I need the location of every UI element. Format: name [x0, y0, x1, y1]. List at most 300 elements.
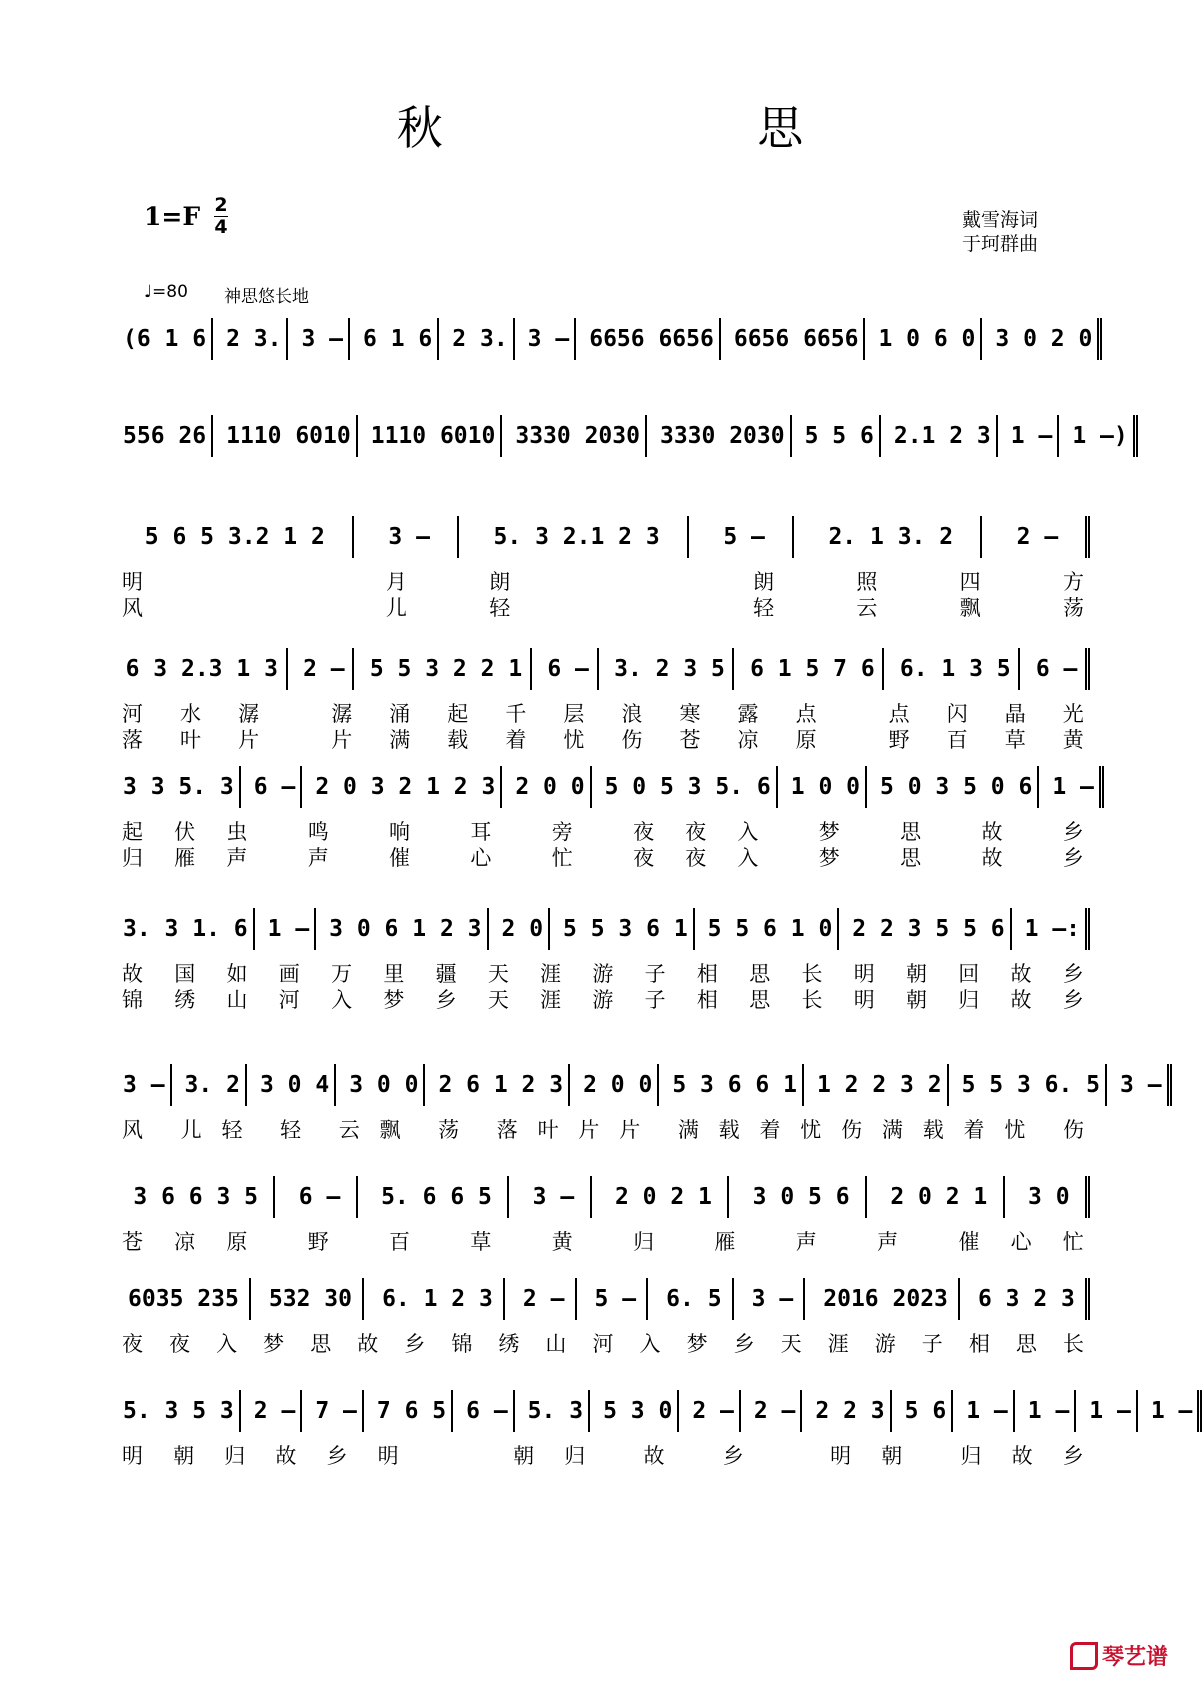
measure	[1020, 908, 1090, 950]
note-group: 3 3 5. 3	[123, 774, 234, 800]
lyric-syllable: 草	[470, 1230, 494, 1254]
lyric-syllable: 叶	[537, 1118, 561, 1142]
lyric-syllable: 层	[563, 702, 587, 726]
measure	[118, 766, 241, 808]
lyric-syllable: 长	[801, 988, 825, 1012]
note-group: 6 –	[1035, 656, 1078, 682]
measure	[358, 318, 439, 360]
lyric-syllable: 伏	[174, 820, 198, 844]
measure	[372, 1390, 453, 1432]
lyric-syllable: 百	[389, 1230, 413, 1254]
measure	[1084, 1390, 1138, 1432]
note-group: 1110 6010	[370, 423, 496, 449]
lyric-syllable: 起	[122, 820, 145, 844]
measure	[461, 1390, 515, 1432]
note-group: 2 –	[522, 1286, 565, 1312]
measure	[786, 766, 867, 808]
lyric-syllable: 月	[385, 570, 409, 594]
note-group: 3 –	[751, 1286, 794, 1312]
lyric-syllable: 轻	[221, 1118, 245, 1142]
note-group: 2.1 2 3	[893, 423, 991, 449]
note-group: 2. 1 3. 2	[828, 524, 954, 550]
lyric-syllable: 朗	[753, 570, 777, 594]
measure	[607, 648, 735, 690]
score-system	[118, 415, 1128, 467]
brand-mark-icon	[1070, 1642, 1098, 1670]
measure	[249, 766, 303, 808]
measure	[324, 908, 488, 950]
lyric-syllable: 明	[830, 1444, 854, 1468]
lyric-line	[118, 1114, 1090, 1144]
lyric-syllable: 荡	[1062, 596, 1086, 620]
note-group: 1 –	[1027, 1398, 1070, 1424]
note-group: 3 0 5 6	[752, 1184, 850, 1210]
lyric-syllable: 故	[643, 1444, 667, 1468]
lyric-syllable: 闪	[946, 702, 970, 726]
measure	[118, 516, 354, 558]
lyric-syllable: 山	[545, 1332, 569, 1356]
note-group: 5 5 3 6. 5	[961, 1072, 1101, 1098]
measure	[310, 1390, 364, 1432]
note-group: 5 5 3 2 2 1	[369, 656, 523, 682]
lyric-syllable: 落	[122, 728, 145, 752]
lyric-syllable: 山	[226, 988, 250, 1012]
lyric-syllable: 轻	[280, 1118, 304, 1142]
lyric-syllable: 声	[307, 846, 331, 870]
score-system	[118, 766, 1094, 874]
lyric-syllable: 夜	[169, 1332, 193, 1356]
lyric-syllable: 载	[447, 728, 471, 752]
measure	[584, 318, 721, 360]
lyric-syllable: 游	[592, 988, 616, 1012]
lyric-syllable: 故	[357, 1332, 381, 1356]
lyricist: 戴雪海词	[962, 209, 1039, 231]
measure	[540, 648, 599, 690]
measure	[1067, 415, 1137, 457]
lyric-syllable: 凉	[737, 728, 761, 752]
note-group: 6. 1 2 3	[382, 1286, 493, 1312]
measure	[513, 1278, 577, 1320]
lyric-syllable: 满	[677, 1118, 701, 1142]
lyric-syllable: 思	[749, 962, 773, 986]
lyric-syllable: 故	[981, 820, 1005, 844]
lyric-syllable: 夜	[633, 820, 657, 844]
note-group: 3 0 2 0	[995, 326, 1093, 352]
lyric-syllable: 朝	[905, 988, 929, 1012]
lyric-line	[118, 1328, 1090, 1358]
measure	[296, 318, 350, 360]
lyric-syllable: 归	[122, 846, 145, 870]
note-group: 6 1 6	[363, 326, 433, 352]
notation-line	[118, 415, 1128, 457]
lyric-syllable: 夜	[122, 1332, 145, 1356]
lyric-syllable: 乡	[722, 1444, 746, 1468]
notation-line	[118, 318, 1093, 360]
measure	[892, 648, 1020, 690]
lyric-syllable: 天	[487, 988, 511, 1012]
lyric-syllable: 旁	[551, 820, 575, 844]
lyric-syllable: 故	[1010, 962, 1034, 986]
note-group: 2 0 0	[583, 1072, 653, 1098]
lyric-syllable: 草	[1004, 728, 1028, 752]
lyric-syllable: 原	[226, 1230, 250, 1254]
lyric-syllable: 片	[238, 728, 262, 752]
measure	[497, 908, 551, 950]
lyric-syllable: 朗	[489, 570, 513, 594]
lyric-syllable: 轻	[753, 596, 777, 620]
lyric-syllable: 原	[795, 728, 819, 752]
measure	[1013, 1176, 1090, 1218]
measure	[259, 1278, 364, 1320]
note-group: 1 –)	[1072, 423, 1128, 449]
score-system	[118, 648, 1090, 756]
lyric-syllable: 子	[644, 988, 668, 1012]
note-group: 3 –	[301, 326, 344, 352]
lyric-syllable: 伤	[621, 728, 645, 752]
lyric-line	[118, 724, 1090, 754]
score-system	[118, 1064, 1162, 1144]
lyric-syllable: 入	[737, 820, 761, 844]
measure	[800, 415, 881, 457]
note-group: 6035 235	[128, 1286, 239, 1312]
lyric-syllable: 载	[718, 1118, 742, 1142]
measure	[255, 1064, 336, 1106]
measure	[742, 648, 884, 690]
note-group: 3 0 4	[259, 1072, 330, 1098]
note-group: 2 –	[303, 656, 345, 682]
note-group: 3 –	[532, 1184, 575, 1210]
note-group: 2 0 0	[515, 774, 585, 800]
measure	[1006, 415, 1060, 457]
score-system	[118, 318, 1093, 370]
measure	[875, 1176, 1005, 1218]
lyric-syllable: 绣	[174, 988, 198, 1012]
lyric-line	[118, 592, 1090, 622]
lyric-syllable: 忧	[563, 728, 587, 752]
measure	[968, 1278, 1090, 1320]
score-system	[118, 908, 1090, 1016]
lyric-syllable: 片	[619, 1118, 643, 1142]
lyric-syllable: 思	[749, 988, 773, 1012]
lyric-syllable: 入	[331, 988, 355, 1012]
lyric-syllable: 耳	[470, 820, 494, 844]
measure	[598, 1390, 679, 1432]
lyric-syllable: 思	[1015, 1332, 1039, 1356]
lyric-syllable: 落	[496, 1118, 520, 1142]
lyric-syllable: 思	[900, 846, 924, 870]
measure	[447, 318, 514, 360]
lyric-syllable: 梦	[263, 1332, 287, 1356]
lyric-syllable: 方	[1062, 570, 1086, 594]
measure	[517, 1176, 591, 1218]
measure	[578, 1064, 659, 1106]
lyric-syllable: 凉	[174, 1230, 198, 1254]
lyric-syllable: 片	[578, 1118, 602, 1142]
lyric-syllable: 轻	[489, 596, 513, 620]
measure	[180, 1064, 247, 1106]
lyric-syllable: 故	[1010, 988, 1034, 1012]
lyric-syllable: 故	[122, 962, 145, 986]
measure	[697, 516, 794, 558]
note-group: 3 –	[123, 1072, 165, 1098]
time-signature-bottom: 4	[214, 216, 228, 238]
lyric-syllable: 响	[389, 820, 413, 844]
lyric-syllable: 叶	[180, 728, 204, 752]
measure	[847, 908, 1011, 950]
measure	[749, 1390, 803, 1432]
note-group: 532 30	[268, 1286, 352, 1312]
note-group: 2 0 2 1	[614, 1184, 712, 1210]
lyric-syllable: 千	[505, 702, 529, 726]
note-group: 1 2 2 3 2	[816, 1072, 942, 1098]
measure	[656, 1278, 733, 1320]
note-group: (6 1 6	[123, 326, 207, 352]
notation-line	[118, 516, 1090, 558]
lyric-syllable: 雁	[174, 846, 198, 870]
note-group: 5 3 0	[603, 1398, 673, 1424]
note-group: 1 –	[966, 1398, 1008, 1424]
lyric-syllable: 野	[888, 728, 912, 752]
lyric-syllable: 伤	[1062, 1118, 1086, 1142]
lyric-syllable: 相	[968, 1332, 992, 1356]
key-signature: 1=F	[144, 202, 201, 231]
lyric-syllable: 如	[226, 962, 250, 986]
note-group: 3 –	[527, 326, 570, 352]
note-group: 2016 2023	[823, 1286, 948, 1312]
time-signature-top: 2	[214, 194, 228, 216]
lyric-syllable: 寒	[679, 702, 703, 726]
lyric-syllable: 朝	[173, 1444, 197, 1468]
lyric-syllable: 子	[644, 962, 668, 986]
tempo-marking: ♩=80	[144, 282, 188, 302]
lyric-syllable: 乡	[1062, 820, 1086, 844]
note-group: 2 2 3 5 5 6	[852, 916, 1005, 942]
lyric-syllable: 苍	[679, 728, 703, 752]
lyric-syllable: 载	[922, 1118, 946, 1142]
note-group: 1 –	[1052, 774, 1094, 800]
note-group: 3. 3 1. 6	[123, 916, 248, 942]
measure	[737, 1176, 867, 1218]
note-group: 2 0 2 1	[890, 1184, 988, 1210]
lyric-syllable: 锦	[122, 988, 145, 1012]
note-group: 6 1 5 7 6	[750, 656, 875, 682]
notation-line	[118, 1278, 1090, 1320]
notation-line	[118, 1064, 1162, 1106]
lyric-syllable: 乡	[404, 1332, 428, 1356]
brand-logo	[1070, 1640, 1168, 1671]
note-group: 556 26	[123, 423, 207, 449]
score-system	[118, 1176, 1090, 1256]
credits	[962, 208, 1038, 256]
lyric-syllable: 相	[696, 962, 720, 986]
lyric-syllable: 浪	[621, 702, 645, 726]
note-group: 6 3 2 3	[977, 1286, 1075, 1312]
note-group: 6656 6656	[733, 326, 859, 352]
score-system	[118, 516, 1090, 624]
note-group: 3 –	[388, 524, 430, 550]
lyric-syllable: 点	[888, 702, 912, 726]
notation-line	[118, 908, 1090, 950]
lyric-syllable: 梦	[818, 846, 842, 870]
measure	[667, 1064, 804, 1106]
lyric-syllable: 明	[377, 1444, 401, 1468]
note-group: 1 –	[1150, 1398, 1193, 1424]
lyric-syllable: 乡	[1062, 962, 1086, 986]
note-group: 2 0	[501, 916, 544, 942]
note-group: 3330 2030	[515, 423, 640, 449]
lyric-line	[118, 1440, 1090, 1470]
notation-line	[118, 648, 1090, 690]
measure	[873, 318, 982, 360]
lyric-syllable: 归	[958, 988, 982, 1012]
note-group: 5 3 6 6 1	[672, 1072, 797, 1098]
lyric-syllable: 风	[122, 596, 145, 620]
note-group: 6656 6656	[589, 326, 714, 352]
note-group: 3330 2030	[659, 423, 785, 449]
lyric-syllable: 朝	[881, 1444, 905, 1468]
measure	[729, 318, 866, 360]
lyric-syllable: 儿	[385, 596, 409, 620]
lyric-syllable: 明	[853, 962, 877, 986]
measure	[118, 1064, 172, 1106]
lyric-syllable: 入	[639, 1332, 663, 1356]
lyric-syllable: 涯	[540, 988, 564, 1012]
lyric-syllable: 水	[180, 702, 204, 726]
measure	[523, 318, 577, 360]
note-group: 3 –	[1120, 1072, 1162, 1098]
measure	[118, 1176, 275, 1218]
lyric-syllable: 国	[174, 962, 198, 986]
lyric-syllable: 长	[1062, 1332, 1086, 1356]
lyric-syllable: 晶	[1004, 702, 1028, 726]
lyric-line	[118, 984, 1090, 1014]
note-group: 3 6 6 3 5	[133, 1184, 258, 1210]
note-group: 6. 5	[666, 1286, 722, 1312]
note-group: 2 3.	[226, 326, 282, 352]
lyric-syllable: 着	[963, 1118, 987, 1142]
lyric-syllable: 露	[737, 702, 761, 726]
lyric-syllable: 虫	[226, 820, 250, 844]
lyric-syllable: 声	[226, 846, 250, 870]
measure	[433, 1064, 570, 1106]
note-group: 6 –	[547, 656, 589, 682]
note-group: 2 3.	[452, 326, 508, 352]
note-group: 5 –	[594, 1286, 637, 1312]
lyric-syllable: 忙	[1062, 1230, 1086, 1254]
lyric-syllable: 游	[874, 1332, 898, 1356]
lyric-syllable: 涯	[540, 962, 564, 986]
lyric-syllable: 催	[958, 1230, 982, 1254]
lyric-syllable: 乡	[1062, 1444, 1086, 1468]
measure	[812, 1064, 949, 1106]
lyric-syllable: 云	[338, 1118, 362, 1142]
note-group: 5 6 5 3.2 1 2	[144, 524, 325, 550]
lyric-syllable: 绣	[498, 1332, 522, 1356]
lyric-syllable: 雁	[714, 1230, 738, 1254]
note-group: 1 –	[1010, 423, 1053, 449]
measure	[1115, 1064, 1172, 1106]
lyric-syllable: 儿	[180, 1118, 204, 1142]
lyric-syllable: 故	[275, 1444, 299, 1468]
lyric-syllable: 锦	[451, 1332, 475, 1356]
lyric-syllable: 天	[487, 962, 511, 986]
measure	[585, 1278, 649, 1320]
measure	[118, 1390, 241, 1432]
score-system	[118, 1390, 1193, 1470]
lyric-syllable: 起	[447, 702, 471, 726]
lyric-syllable: 飘	[959, 596, 983, 620]
lyric-syllable: 飘	[379, 1118, 403, 1142]
measure	[687, 1390, 741, 1432]
measure	[249, 1390, 303, 1432]
lyric-syllable: 梦	[686, 1332, 710, 1356]
note-group: 2 –	[692, 1398, 734, 1424]
lyric-syllable: 心	[1010, 1230, 1034, 1254]
note-group: 5. 3	[527, 1398, 584, 1424]
note-group: 6 3 2.3 1 3	[125, 656, 278, 682]
lyric-syllable: 梦	[383, 988, 407, 1012]
measure	[875, 766, 1039, 808]
lyric-syllable: 声	[877, 1230, 901, 1254]
lyric-syllable: 故	[981, 846, 1005, 870]
measure	[283, 1176, 357, 1218]
measure	[118, 648, 288, 690]
note-group: 1110 6010	[226, 423, 351, 449]
note-group: 2 –	[1016, 524, 1059, 550]
measure	[296, 648, 355, 690]
lyric-syllable: 思	[900, 820, 924, 844]
measure	[263, 908, 317, 950]
lyric-syllable: 相	[696, 988, 720, 1012]
note-group: 2 –	[253, 1398, 296, 1424]
lyric-syllable: 催	[389, 846, 413, 870]
note-group: 5 5 6	[804, 423, 874, 449]
note-group: 1 –	[1089, 1398, 1131, 1424]
lyric-syllable: 乡	[733, 1332, 757, 1356]
measure	[221, 415, 358, 457]
lyric-syllable: 黄	[551, 1230, 575, 1254]
lyric-line	[118, 1226, 1090, 1256]
lyric-syllable: 明	[853, 988, 877, 1012]
lyric-syllable: 归	[224, 1444, 248, 1468]
page-title: 秋 思	[396, 101, 954, 155]
lyric-syllable: 乡	[1062, 988, 1086, 1012]
note-group: 6. 1 3 5	[899, 656, 1011, 682]
lyric-syllable: 河	[278, 988, 302, 1012]
composer: 于珂群曲	[962, 233, 1039, 255]
lyric-syllable: 画	[278, 962, 302, 986]
lyric-syllable: 河	[122, 702, 145, 726]
time-signature	[214, 196, 228, 237]
note-group: 5 6	[904, 1398, 947, 1424]
measure	[990, 516, 1090, 558]
note-group: 7 6 5	[376, 1398, 447, 1424]
measure	[523, 1390, 590, 1432]
note-group: 3 0 6 1 2 3	[329, 916, 482, 942]
lyric-syllable: 片	[331, 728, 355, 752]
measure	[813, 1278, 960, 1320]
brand-name: 琴艺谱	[1102, 1645, 1169, 1670]
note-group: 2 2 3	[815, 1398, 885, 1424]
measure	[1023, 1390, 1077, 1432]
measure	[1028, 648, 1090, 690]
lyric-syllable: 长	[801, 962, 825, 986]
note-group: 5 5 6 1 0	[707, 916, 833, 942]
measure	[810, 1390, 891, 1432]
note-group: 2 –	[753, 1398, 796, 1424]
note-group: 5. 3 5 3	[123, 1398, 234, 1424]
note-group: 5 –	[723, 524, 765, 550]
